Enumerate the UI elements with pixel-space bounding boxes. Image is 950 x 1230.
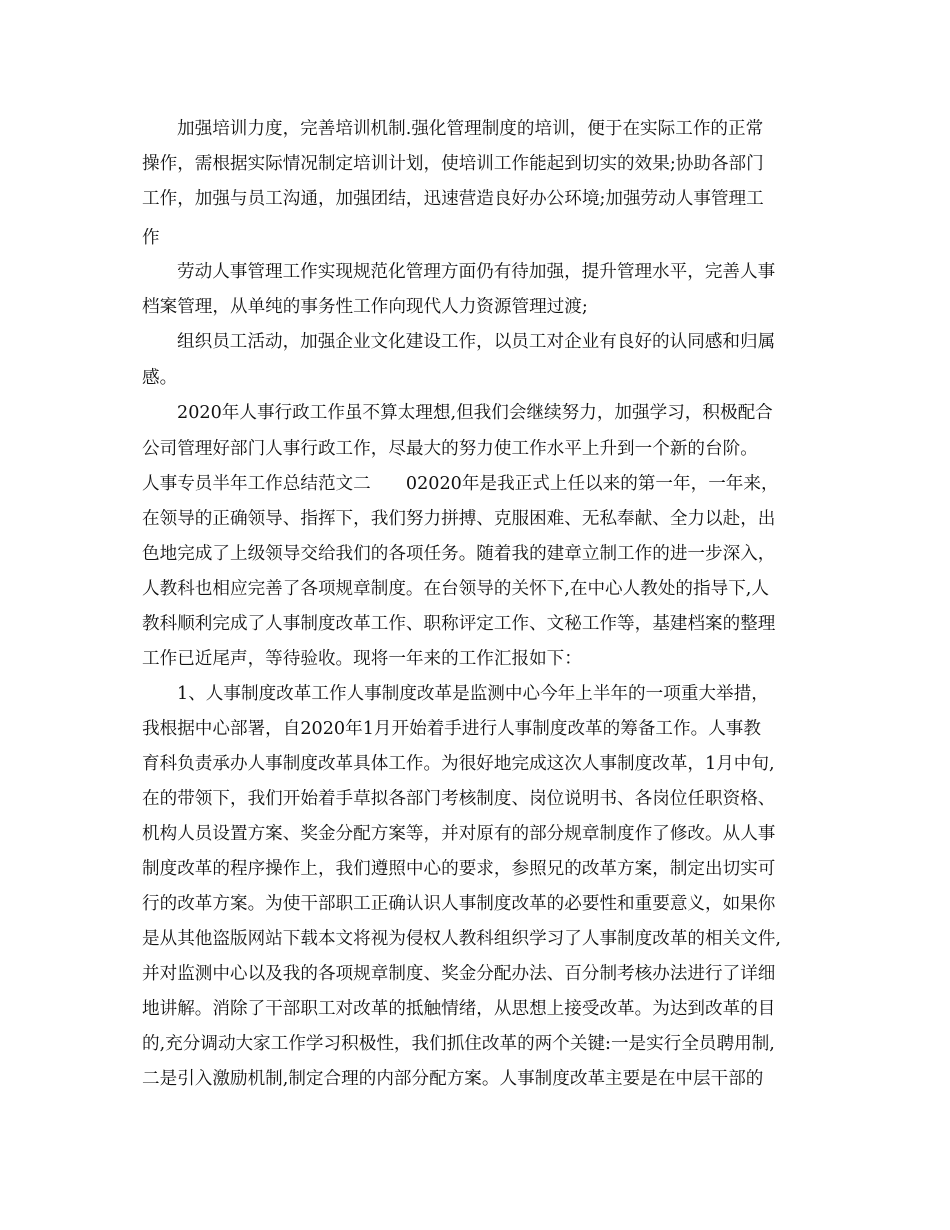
- text-line: 操作，需根据实际情况制定培训计划，使培训工作能起到切实的效果;协助各部门: [142, 154, 764, 174]
- text-line: 作: [142, 228, 160, 248]
- text-line: 加强培训力度，完善培训机制.强化管理制度的培训，便于在实际工作的正常: [177, 119, 764, 139]
- text-line: 并对监测中心以及我的各项规章制度、奖金分配办法、百分制考核办法进行了详细: [142, 964, 776, 984]
- text-line: 人教科也相应完善了各项规章制度。在台领导的关怀下,在中心人教处的指导下,人: [142, 579, 769, 599]
- text-line: 档案管理，从单纯的事务性工作向现代人力资源管理过渡;: [142, 297, 588, 317]
- text-line: 在领导的正确领导、指挥下，我们努力拼搏、克服困难、无私奉献、全力以赴，出: [142, 509, 776, 529]
- text-line: 教科顺利完成了人事制度改革工作、职称评定工作、文秘工作等，基建档案的整理: [142, 614, 776, 634]
- text-line: 行的改革方案。为使干部职工正确认识人事制度改革的必要性和重要意义，如果你: [142, 894, 776, 914]
- text-line: 工作已近尾声，等待验收。现将一年来的工作汇报如下：: [142, 649, 582, 669]
- text-line: 机构人员设置方案、奖金分配方案等，并对原有的部分规章制度作了修改。从人事: [142, 824, 776, 844]
- text-line: 是从其他盗版网站下载本文将视为侵权人教科组织学习了人事制度改革的相关文件,: [142, 929, 781, 949]
- text-line: 二是引入激励机制,制定合理的内部分配方案。人事制度改革主要是在中层干部的: [142, 1069, 764, 1089]
- text-line: 的,充分调动大家工作学习积极性，我们抓住改革的两个关键:一是实行全员聘用制,: [142, 1034, 775, 1054]
- text-line: 劳动人事管理工作实现规范化管理方面仍有待加强，提升管理水平，完善人事: [177, 262, 776, 282]
- text-line: 地讲解。消除了干部职工对改革的抵触情绪，从思想上接受改革。为达到改革的目: [142, 999, 776, 1019]
- text-line: 人事专员半年工作总结范文二 02020年是我正式上任以来的第一年，一年来，: [142, 474, 779, 494]
- text-line: 2020年人事行政工作虽不算太理想,但我们会继续努力，加强学习，积极配合: [177, 403, 773, 423]
- text-line: 色地完成了上级领导交给我们的各项任务。随着我的建章立制工作的进一步深入，: [142, 544, 776, 564]
- text-line: 育科负责承办人事制度改革具体工作。为很好地完成这次人事制度改革，1月中旬,: [142, 754, 775, 774]
- text-line: 公司管理好部门人事行政工作，尽最大的努力使工作水平上升到一个新的台阶。: [142, 439, 758, 459]
- text-line: 组织员工活动，加强企业文化建设工作，以员工对企业有良好的认同感和归属: [177, 332, 776, 352]
- text-line: 在的带领下，我们开始着手草拟各部门考核制度、岗位说明书、各岗位任职资格、: [142, 789, 776, 809]
- text-line: 感。: [142, 368, 178, 388]
- text-line: 工作，加强与员工沟通，加强团结，迅速营造良好办公环境;加强劳动人事管理工: [142, 189, 764, 209]
- text-line: 制度改革的程序操作上，我们遵照中心的要求，参照兄的改革方案，制定出切实可: [142, 859, 776, 879]
- text-line: 我根据中心部署，自2020年1月开始着手进行人事制度改革的筹备工作。人事教: [142, 719, 761, 739]
- text-line: 1、人事制度改革工作人事制度改革是监测中心今年上半年的一项重大举措，: [177, 684, 769, 704]
